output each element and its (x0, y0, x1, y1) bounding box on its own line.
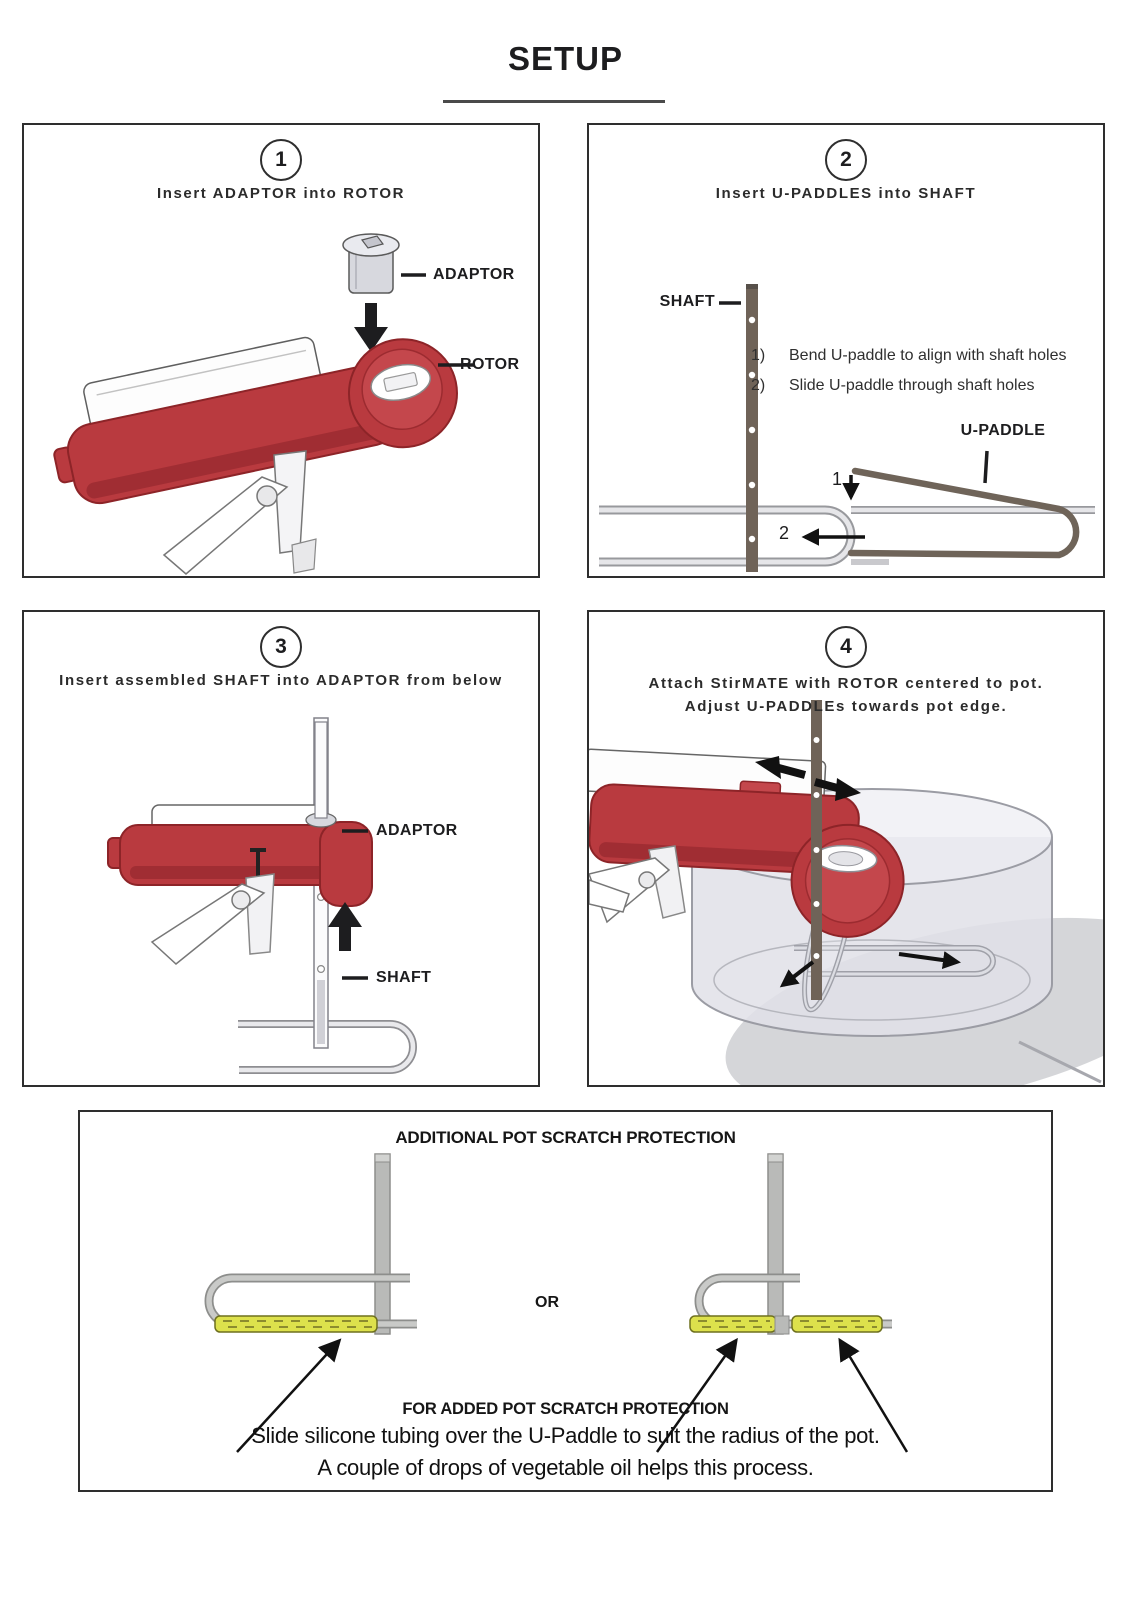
silicone-tube (215, 1316, 377, 1332)
shaft-part (746, 284, 758, 572)
step-3-panel (22, 610, 540, 1087)
step-4-panel (587, 610, 1105, 1087)
step-4-number-badge (825, 626, 867, 668)
step-1-number: 1 (275, 148, 287, 171)
step-4-caption (589, 672, 1103, 718)
shaft-in-pot (811, 700, 822, 1000)
step-3-caption: Insert assembled SHAFT into ADAPTOR from below (59, 672, 503, 689)
u-paddle-pointer-line (985, 451, 987, 483)
instruction-2-number: 2) (751, 377, 766, 394)
adaptor-label: ADAPTOR (376, 822, 458, 839)
stirmate-device-side (108, 722, 372, 906)
step-2-caption: Insert U-PADDLES into SHAFT (715, 185, 977, 202)
u-paddle-label: U-PADDLE (960, 422, 1046, 439)
step-4-number: 4 (840, 635, 852, 658)
silicone-tube-right (792, 1316, 882, 1332)
bend-step-number: 1 (832, 469, 843, 489)
instruction-2 (751, 377, 1035, 395)
step-4-caption-line2: Adjust U-PADDLEs towards pot edge. (684, 698, 1008, 715)
instruction-1-text: Bend U-paddle to align with shaft holes (789, 347, 1067, 364)
up-arrow-icon (328, 902, 362, 951)
step-2-number-badge (825, 139, 867, 181)
single-tube-assembly (209, 1154, 417, 1334)
shaft-label: SHAFT (659, 293, 715, 310)
page-title: SETUP (507, 40, 624, 77)
title-underline (443, 100, 665, 103)
rotor-label: ROTOR (460, 356, 520, 373)
step-4-caption-line1: Attach StirMATE with ROTOR centered to pot. (648, 675, 1044, 692)
adaptor-part (343, 234, 399, 293)
step-3-number-badge (260, 626, 302, 668)
protection-body-line2: A couple of drops of vegetable oil helps this process. (317, 1455, 814, 1480)
protection-subtitle: FOR ADDED POT SCRATCH PROTECTION (402, 1400, 729, 1418)
rotor-side (320, 822, 372, 906)
scratch-protection-panel (78, 1110, 1053, 1492)
step-2-number: 2 (840, 148, 852, 171)
step-1-panel (22, 123, 540, 578)
slide-step-number: 2 (779, 523, 790, 543)
adaptor-label: ADAPTOR (433, 266, 515, 283)
protection-body-line1: Slide silicone tubing over the U-Paddle to suit the radius of the pot. (251, 1423, 880, 1448)
step-1-number-badge (260, 139, 302, 181)
page-header (0, 40, 1131, 78)
silicone-tube-left (690, 1316, 776, 1332)
instruction-2-text: Slide U-paddle through shaft holes (789, 377, 1035, 394)
instruction-1-number: 1) (751, 347, 766, 364)
shaft-label: SHAFT (376, 969, 432, 986)
step-3-number: 3 (275, 635, 287, 658)
protection-title: ADDITIONAL POT SCRATCH PROTECTION (395, 1128, 736, 1147)
double-tube-assembly (690, 1154, 892, 1334)
step-1-caption: Insert ADAPTOR into ROTOR (156, 185, 406, 202)
or-label: OR (535, 1294, 559, 1311)
instruction-1 (751, 347, 1067, 365)
step-2-panel (587, 123, 1105, 578)
